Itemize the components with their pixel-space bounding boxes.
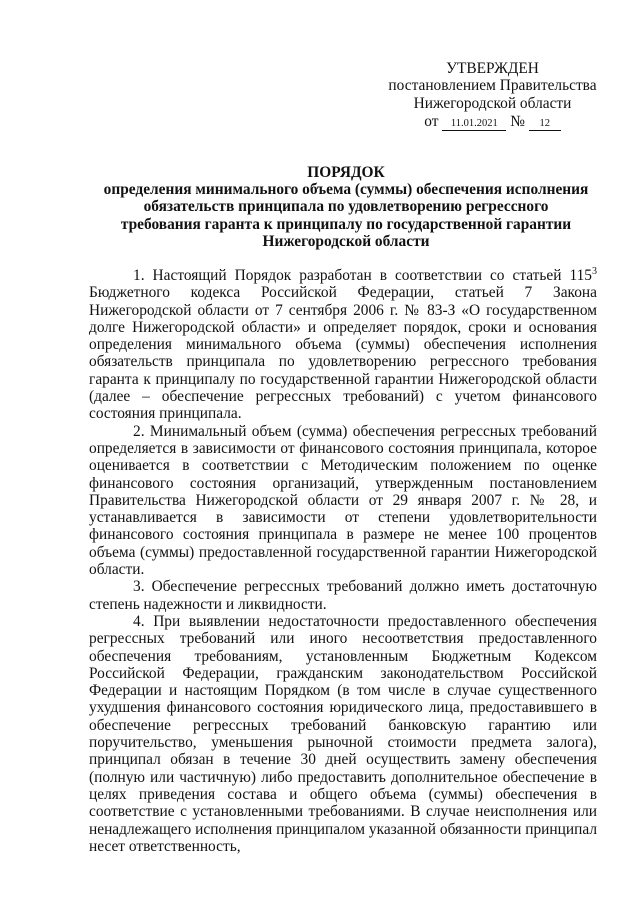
from-label: от: [424, 112, 439, 130]
approval-region: Нижегородской области: [413, 94, 572, 112]
approval-by-resolution: постановлением Правительства: [388, 77, 597, 95]
title-line-2: обязательств принципала по удовлетворению регрессного: [143, 198, 549, 216]
paragraph-1-rest: Бюджетного кодекса Российской Федерации, статьей 7 Закона Нижегородской области от 7 сентября 2006 г. № 83-З «О государственном долге Нижегородской области» и определяет порядок, сроки и основания определения минимального объема (суммы) обеспечения исполнения обязательств принципала по удовлетворению регрессного требования гаранта к принципалу по государственной гарантии Нижегородской области (далее – обеспечение регрессных требований) с учетом финансового состояния принципала.: [89, 284, 597, 423]
approval-date-row: [380, 113, 605, 131]
paragraph-2: 2. Минимальный объем (сумма) обеспечения регрессных требований определяется в зависимости от финансового состояния принципала, которое оценивается в соответствии с Методическим положением по оценке финансового состояния организаций, утвержденным постановлением Правительства Нижегородской области от 29 января 2007 г. № 28, и устанавливается в зависимости от степени удовлетворительности финансового состояния принципала в размере не менее 100 процентов объема (суммы) предоставленной государственной гарантии Нижегородской области.: [89, 422, 597, 579]
document-title: [96, 164, 596, 250]
paragraph-3: 3. Обеспечение регрессных требований должно иметь достаточную степень надежности и ликвидности.: [89, 578, 597, 613]
approval-stamp: [380, 60, 605, 131]
number-label: №: [510, 112, 525, 130]
paragraph-4: 4. При выявлении недостаточности предоставленного обеспечения регрессных требований или иного несоответствия предоставленного обеспечения требованиям, установленным Бюджетным Кодексом Российской Федерации, гражданским законодательством Российской Федерации и настоящим Порядком (в том числе в случае существенного ухудшения финансового состояния юридического лица, предоставившего в обеспечение регрессных требований банковскую гарантию или поручительство, уменьшения рыночной стоимости предмета залога), принципал обязан в течение 30 дней осуществить замену обеспечения (полную или частичную) либо предоставить дополнительное обеспечение в целях приведения состава и общего объема (суммы) обеспечения в соответствие с установленными требованиями. В случае неисполнения или ненадлежащего исполнения принципалом указанной обязанности принципал несет ответственность,: [89, 612, 597, 855]
title-main: ПОРЯДОК: [307, 164, 385, 181]
article-superscript: 3: [592, 265, 597, 277]
approval-date: 11.01.2021: [442, 117, 506, 131]
document-body: [89, 267, 597, 855]
paragraph-1-start: 1. Настоящий Порядок разработан в соответствии со статьей 115: [133, 267, 592, 284]
approval-number: 12: [529, 117, 561, 131]
title-line-4: Нижегородской области: [262, 232, 430, 250]
approval-heading: УТВЕРЖДЕН: [446, 60, 539, 77]
title-line-1: определения минимального объема (суммы) обеспечения исполнения: [103, 181, 589, 199]
paragraph-1: [89, 267, 597, 423]
title-line-3: требования гаранта к принципалу по государственной гарантии: [120, 215, 572, 233]
